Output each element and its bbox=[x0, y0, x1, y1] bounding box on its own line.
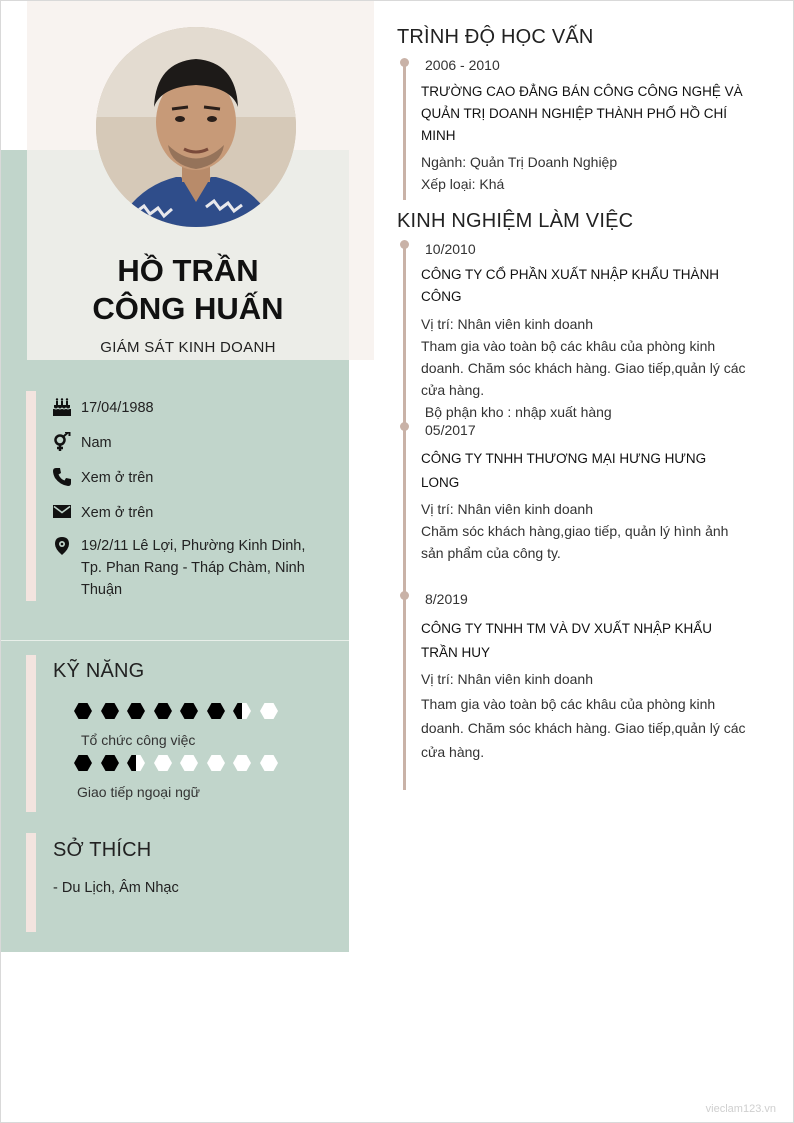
location-pin-icon bbox=[52, 536, 72, 556]
job-3-position: Vị trí: Nhân viên kinh doanh bbox=[421, 671, 593, 687]
skill-label-organize: Tổ chức công việc bbox=[81, 732, 196, 748]
birthday-cake-icon bbox=[52, 397, 72, 417]
mail-icon bbox=[52, 502, 72, 522]
job-3-company bbox=[421, 617, 754, 665]
skill-dot bbox=[260, 703, 278, 719]
job-1-position: Vị trí: Nhân viên kinh doanh bbox=[421, 316, 593, 332]
job-3-desc-line-1: Tham gia vào toàn bộ các khâu của phòng kinh bbox=[421, 696, 716, 712]
education-major: Ngành: Quản Trị Doanh Nghiệp bbox=[421, 154, 618, 170]
hobbies-accent-bar bbox=[26, 833, 36, 932]
skills-title: KỸ NĂNG bbox=[53, 660, 145, 682]
job-2-date: 05/2017 bbox=[425, 422, 476, 438]
gender-icon bbox=[52, 432, 72, 452]
address-row bbox=[52, 535, 305, 601]
job-3-date: 8/2019 bbox=[425, 591, 468, 607]
job-1-company-line-1: CÔNG TY CỔ PHẦN XUẤT NHẬP KHẨU THÀNH bbox=[421, 267, 720, 282]
full-name bbox=[27, 252, 349, 328]
address-value bbox=[81, 535, 305, 601]
school-line-2: QUẢN TRỊ DOANH NGHIỆP THÀNH PHỐ HỒ CHÍ bbox=[421, 106, 728, 121]
education-title: TRÌNH ĐỘ HỌC VẤN bbox=[397, 26, 594, 48]
job-2-company bbox=[421, 447, 754, 495]
skill-dot bbox=[180, 755, 198, 771]
school-line-1: TRƯỜNG CAO ĐẲNG BÁN CÔNG CÔNG NGHỆ VÀ bbox=[421, 84, 743, 99]
email-row bbox=[52, 502, 153, 524]
skill-dot bbox=[127, 703, 145, 719]
education-timeline-dot bbox=[400, 58, 409, 67]
gender-value: Nam bbox=[81, 435, 112, 451]
job-1-desc-line-2: doanh. Chăm sóc khách hàng. Giao tiếp,quản lý các bbox=[421, 360, 746, 376]
skill-dot bbox=[127, 755, 145, 771]
skill-rating-organize bbox=[74, 703, 286, 719]
skill-dot bbox=[74, 703, 92, 719]
job-1-company-line-2: CÔNG bbox=[421, 289, 462, 304]
skill-dot bbox=[180, 703, 198, 719]
contact-accent-bar bbox=[26, 391, 36, 601]
job-1-desc-line-4: Bộ phận kho : nhập xuất hàng bbox=[421, 404, 612, 420]
job-3-description bbox=[421, 668, 754, 764]
skill-dot bbox=[207, 703, 225, 719]
skill-dot bbox=[207, 755, 225, 771]
sidebar-divider bbox=[0, 640, 349, 641]
school-name bbox=[421, 81, 754, 147]
phone-icon bbox=[52, 467, 72, 487]
address-line-1: 19/2/11 Lê Lợi, Phường Kinh Dinh, bbox=[81, 538, 306, 554]
school-line-3: MINH bbox=[421, 128, 456, 143]
job-1-description bbox=[421, 313, 754, 423]
job-1-company bbox=[421, 264, 754, 308]
skill-label-language: Giao tiếp ngoại ngữ bbox=[77, 784, 201, 800]
job-3-company-line-1: CÔNG TY TNHH TM VÀ DV XUẤT NHẬP KHẨU bbox=[421, 621, 713, 636]
job-2-description bbox=[421, 498, 754, 564]
skill-dot bbox=[101, 703, 119, 719]
job-2-position: Vị trí: Nhân viên kinh doanh bbox=[421, 501, 593, 517]
birthday-row bbox=[52, 397, 154, 419]
skill-dot bbox=[233, 703, 251, 719]
birthday-value: 17/04/1988 bbox=[81, 400, 154, 416]
profile-photo bbox=[96, 27, 296, 227]
job-title: GIÁM SÁT KINH DOANH bbox=[100, 339, 276, 356]
name-line-1: HỒ TRẦN bbox=[117, 253, 259, 288]
email-value: Xem ở trên bbox=[81, 505, 154, 521]
job-3-timeline-dot bbox=[400, 591, 409, 600]
education-grade: Xếp loại: Khá bbox=[421, 176, 505, 192]
address-line-3: Thuận bbox=[81, 582, 123, 598]
job-3-desc-line-2: doanh. Chăm sóc khách hàng. Giao tiếp,quản lý các bbox=[421, 720, 746, 736]
hobbies-title: SỞ THÍCH bbox=[53, 839, 152, 861]
job-2-company-line-1: CÔNG TY TNHH THƯƠNG MẠI HƯNG HƯNG bbox=[421, 451, 707, 466]
job-2-timeline-dot bbox=[400, 422, 409, 431]
watermark: vieclam123.vn bbox=[705, 1103, 776, 1115]
skill-dot bbox=[74, 755, 92, 771]
skill-dot bbox=[233, 755, 251, 771]
skill-dot bbox=[154, 755, 172, 771]
skill-dot bbox=[260, 755, 278, 771]
job-1-date: 10/2010 bbox=[425, 241, 476, 257]
phone-value: Xem ở trên bbox=[81, 470, 154, 486]
skill-dot bbox=[154, 703, 172, 719]
experience-title: KINH NGHIỆM LÀM VIỆC bbox=[397, 210, 634, 232]
gender-row bbox=[52, 432, 112, 454]
job-1-desc-line-1: Tham gia vào toàn bộ các khâu của phòng kinh bbox=[421, 338, 716, 354]
skill-rating-language bbox=[74, 755, 286, 771]
job-2-desc-line-2: sản phẩm của công ty. bbox=[421, 545, 561, 561]
name-line-2: CÔNG HUẤN bbox=[92, 291, 284, 326]
education-timeline bbox=[403, 60, 406, 200]
job-3-desc-line-3: cửa hàng. bbox=[421, 744, 485, 760]
phone-row bbox=[52, 467, 153, 489]
hobbies-text: - Du Lịch, Âm Nhạc bbox=[53, 880, 179, 896]
address-line-2: Tp. Phan Rang - Tháp Chàm, Ninh bbox=[81, 560, 305, 576]
skill-dot bbox=[101, 755, 119, 771]
job-1-timeline-dot bbox=[400, 240, 409, 249]
job-2-company-line-2: LONG bbox=[421, 475, 460, 490]
job-2-desc-line-1: Chăm sóc khách hàng,giao tiếp, quản lý hình ảnh bbox=[421, 523, 729, 539]
education-period: 2006 - 2010 bbox=[425, 57, 500, 73]
skills-accent-bar bbox=[26, 655, 36, 812]
job-3-company-line-2: TRẦN HUY bbox=[421, 645, 491, 660]
experience-timeline bbox=[403, 243, 406, 790]
job-1-desc-line-3: cửa hàng. bbox=[421, 382, 485, 398]
